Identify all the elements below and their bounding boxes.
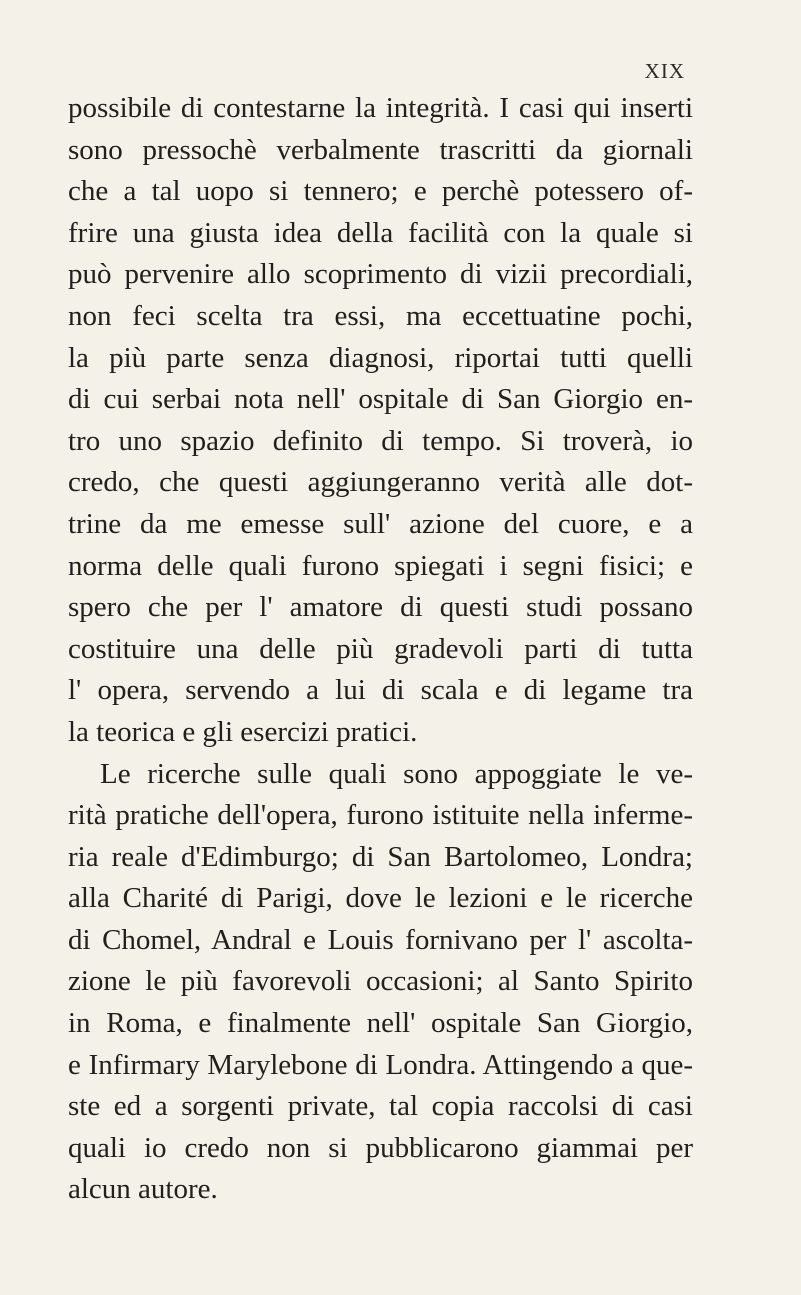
text-line: quali io credo non si pubblicarono giammai per [68,1131,693,1164]
text-line: che a tal uopo si tennero; e perchè potessero of- [68,175,693,208]
body-text [68,88,693,1211]
text-line: credo, che questi aggiungeranno verità alle dot- [68,466,693,499]
text-line: possibile di contestarne la integrità. I casi qui inserti [68,92,693,124]
text-line: spero che per l' amatore di questi studi possano [68,591,693,624]
text-line: la teorica e gli esercizi pratici. [68,715,418,748]
text-line: alla Charité di Parigi, dove le lezioni e le ricerche [68,882,693,915]
text-line: di cui serbai nota nell' ospitale di San Giorgio en- [68,383,693,416]
text-line: e Infirmary Marylebone di Londra. Attingendo a que- [68,1048,693,1081]
text-line: ste ed a sorgenti private, tal copia raccolsi di casi [68,1090,693,1123]
text-line: zione le più favorevoli occasioni; al Santo Spirito [68,965,693,998]
text-line: la più parte senza diagnosi, riportai tutti quelli [68,341,693,374]
text-line: alcun autore. [68,1173,218,1206]
page-number: XIX [644,59,685,83]
text-line: l' opera, servendo a lui di scala e di legame tra [68,674,693,707]
text-line: tro uno spazio definito di tempo. Si troverà, io [68,424,693,457]
text-line: ria reale d'Edimburgo; di San Bartolomeo, Londra; [68,840,693,873]
text-line: rità pratiche dell'opera, furono istituite nella inferme- [68,799,693,832]
text-line: Le ricerche sulle quali sono appoggiate le ve- [100,757,693,790]
text-line: trine da me emesse sull' azione del cuore, e a [68,507,693,540]
text-line: di Chomel, Andral e Louis fornivano per l' ascolta- [68,923,693,956]
text-line: in Roma, e finalmente nell' ospitale San Giorgio, [68,1007,693,1040]
text-line: non feci scelta tra essi, ma eccettuatine pochi, [68,299,693,332]
text-line: frire una giusta idea della facilità con la quale si [68,216,693,249]
text-line: può pervenire allo scoprimento di vizii precordiali, [68,258,693,291]
text-line: sono pressochè verbalmente trascritti da giornali [68,133,693,166]
text-line: costituire una delle più gradevoli parti di tutta [68,632,693,665]
text-line: norma delle quali furono spiegati i segni fisici; e [68,549,693,582]
